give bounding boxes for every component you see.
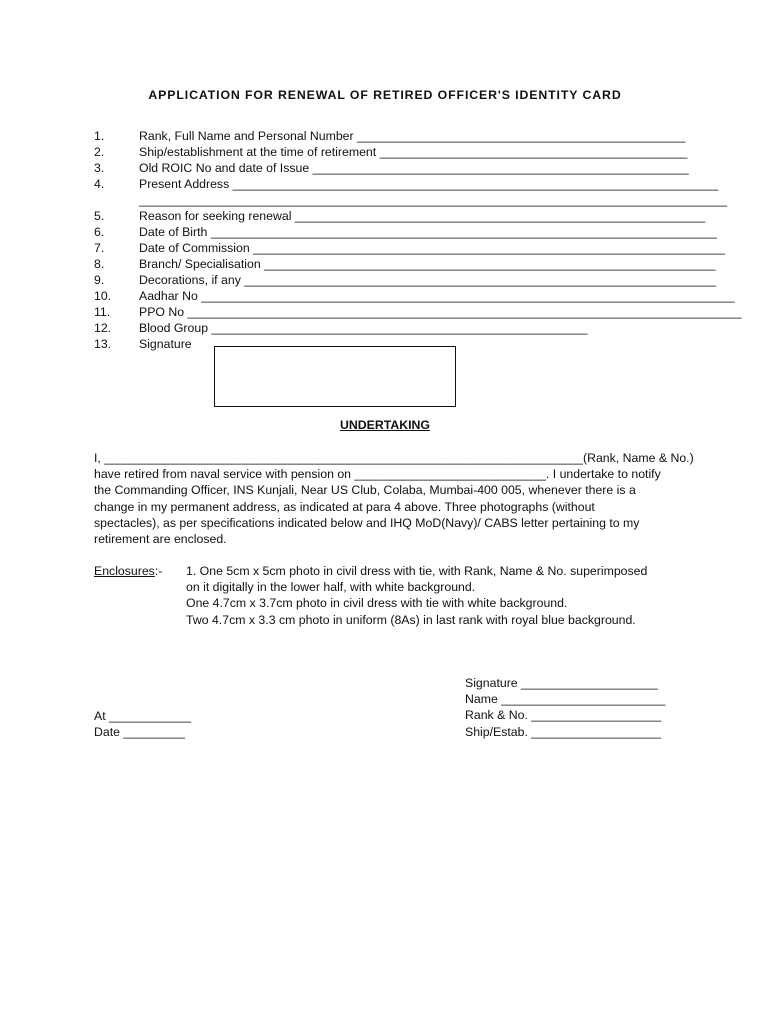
form-field [94,128,694,144]
place-line: At ____________ [94,709,192,723]
signature-line: Signature ____________________ [465,676,658,690]
name-line: Name ________________________ [465,692,666,707]
field-label: Decorations, if any _____________________________________________________________________ [139,273,717,287]
date-line: Date _________ [94,725,185,740]
signature-box[interactable] [214,346,456,407]
field-label: Old ROIC No and date of Issue _______________________________________________________ [139,161,689,175]
paragraph-line: the Commanding Officer, INS Kunjali, Near US Club, Colaba, Mumbai-400 005, whenever there is a [94,483,636,498]
enclosure-line: on it digitally in the lower half, with white background. [186,580,476,595]
form-field [94,240,726,256]
field-number: 12. [94,321,112,335]
field-number: 5. [94,209,105,223]
form-field [94,176,719,192]
enclosures-list [186,563,647,628]
field-number: 3. [94,161,105,175]
ship-estab-line: Ship/Estab. ___________________ [465,724,662,739]
field-label: ______________________________________________________________________________________ [139,193,728,207]
form-field [94,272,717,288]
enclosures-label-text: Enclosures [94,564,155,578]
form-field [94,160,694,176]
form-field [94,320,694,336]
enclosure-line: 1. One 5cm x 5cm photo in civil dress with tie, with Rank, Name & No. superimposed [186,564,648,578]
field-number: 2. [94,145,105,159]
signature-block [465,675,665,740]
place-date-block [94,708,191,740]
form-field-continuation [94,192,728,208]
field-number: 7. [94,241,105,255]
field-number: 6. [94,225,105,239]
field-label: Present Address _______________________________________________________________________ [139,177,719,191]
enclosures-label-suffix: :- [154,564,163,578]
field-number: 9. [94,273,105,287]
field-number: 1. [94,129,105,143]
enclosures-label [94,563,162,579]
undertaking-heading: UNDERTAKING [340,418,430,432]
form-field [94,208,706,224]
paragraph-line: have retired from naval service with pension on ____________________________. I undertake to notify [94,467,661,482]
form-field [94,224,717,240]
field-label: Signature [139,337,192,351]
field-number: 4. [94,177,105,191]
paragraph-line: I, ______________________________________________________________________(Rank, Name & No.) [94,451,694,465]
field-number: 8. [94,257,105,271]
form-title: APPLICATION FOR RENEWAL OF RETIRED OFFICER'S IDENTITY CARD [148,88,622,102]
field-label: Branch/ Specialisation __________________________________________________________________ [139,257,716,271]
enclosure-line: One 4.7cm x 3.7cm photo in civil dress with tie with white background. [186,596,568,611]
paragraph-line: change in my permanent address, as indicated at para 4 above. Three photographs (without [94,499,595,514]
field-number: 11. [94,305,111,319]
undertaking-paragraph [94,450,694,547]
field-label: Date of Commission _____________________________________________________________________ [139,241,726,255]
form-field [94,288,735,304]
form-field [94,144,694,160]
field-label: PPO No _________________________________________________________________________________ [139,305,742,319]
field-label: Ship/establishment at the time of retirement _____________________________________________ [139,145,688,159]
paragraph-line: spectacles), as per specifications indicated below and IHQ MoD(Navy)/ CABS letter pertaining to my [94,515,640,530]
field-label: Date of Birth __________________________________________________________________________ [139,225,717,239]
field-number: 10. [94,289,112,303]
paragraph-line: retirement are enclosed. [94,532,227,547]
field-label: Aadhar No ______________________________________________________________________________ [139,289,735,303]
field-label: Blood Group _______________________________________________________ [139,321,588,335]
field-number: 13. [94,337,112,351]
field-label: Reason for seeking renewal ____________________________________________________________ [139,209,706,223]
form-field [94,304,742,320]
form-fields-list [94,128,742,352]
enclosure-line: Two 4.7cm x 3.3 cm photo in uniform (8As) in last rank with royal blue background. [186,612,636,627]
field-label: Rank, Full Name and Personal Number ________________________________________________ [139,129,686,143]
rank-line: Rank & No. ___________________ [465,708,662,723]
form-field [94,256,716,272]
